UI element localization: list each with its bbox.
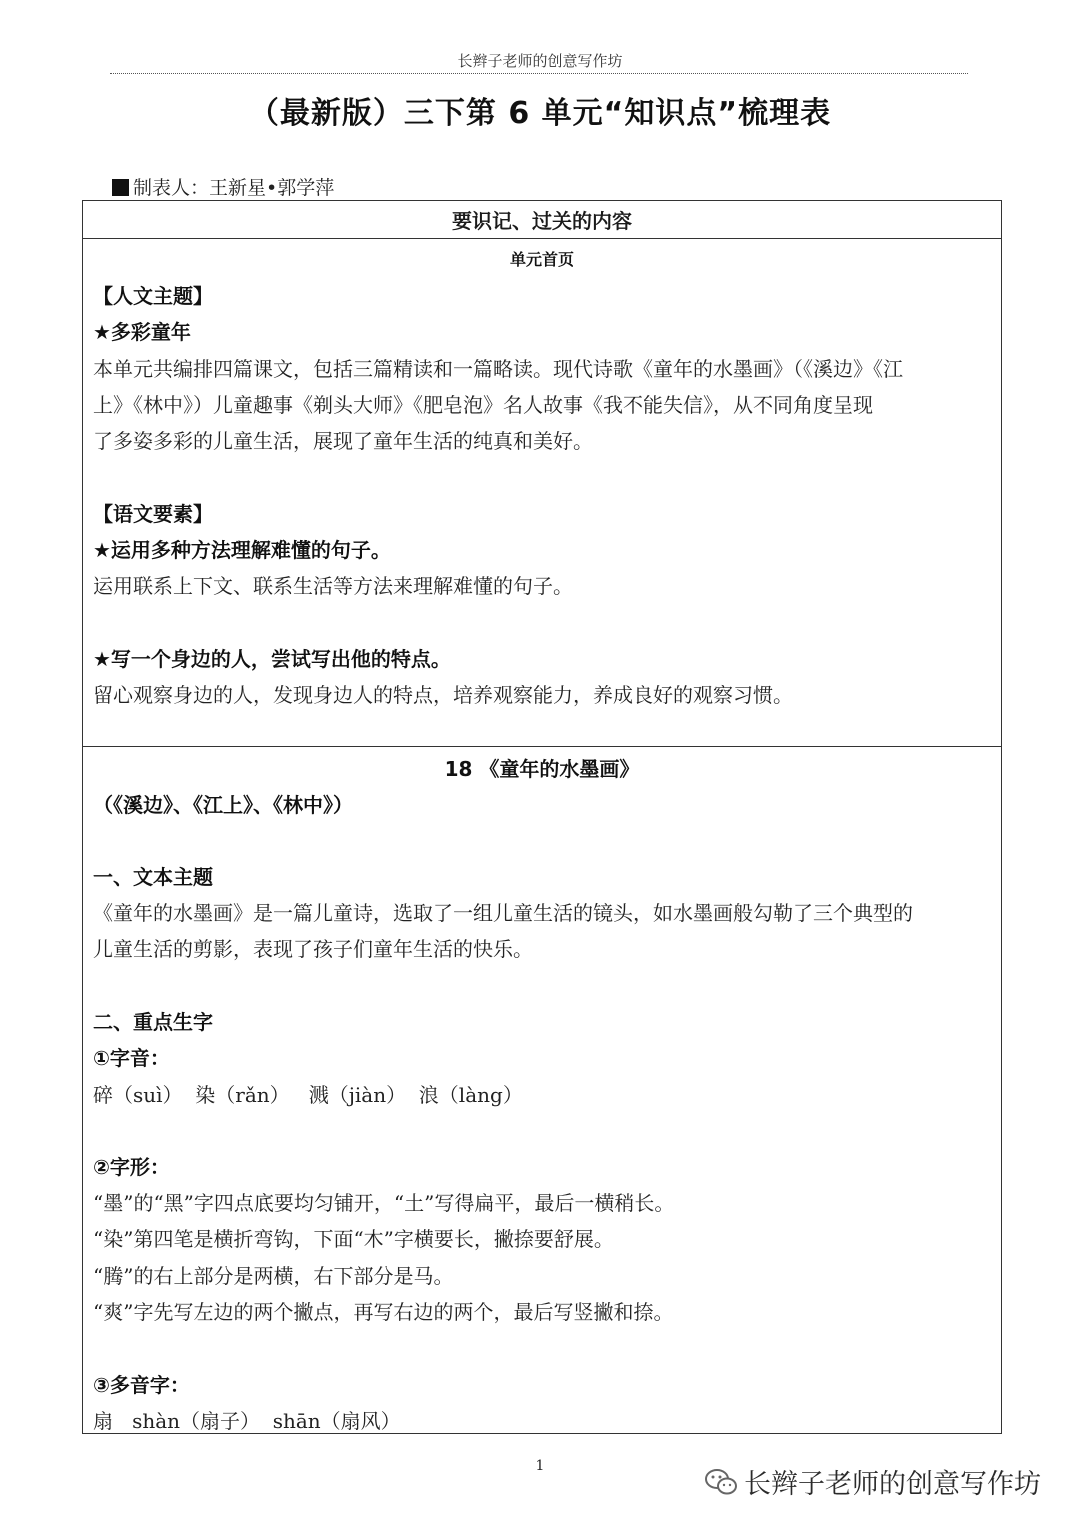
page-number: 1 — [535, 1458, 545, 1474]
theme-line: 上》《林中》）儿童趣事《剃头大师》《肥皂泡》名人故事《我不能失信》，从不同角度呈现 — [93, 393, 873, 417]
author-line — [112, 173, 334, 200]
author-text: 制表人：王新星•郭学萍 — [133, 177, 335, 199]
lesson18-subtitle: （《溪边》、《江上》、《林中》） — [93, 793, 353, 817]
page-header: 长辫子老师的创意写作坊 — [457, 52, 623, 70]
section-divider — [83, 746, 1001, 747]
elements-label: 【语文要素】 — [93, 502, 213, 526]
glyph-form-line: “爽”字先写左边的两个撇点，再写右边的两个，最后写竖撇和捺。 — [93, 1300, 674, 1324]
key-chars-title: 二、重点生字 — [93, 1010, 213, 1034]
element1-star: ★运用多种方法理解难懂的句子。 — [93, 538, 391, 562]
header-divider — [110, 73, 968, 74]
text-theme-title: 一、文本主题 — [93, 865, 213, 889]
element1-text: 运用联系上下文、联系生活等方法来理解难懂的句子。 — [93, 574, 573, 598]
text-theme-line: 《童年的水墨画》是一篇儿童诗，选取了一组儿童生活的镜头，如水墨画般勾勒了三个典型的 — [93, 901, 913, 925]
theme-line: 了多姿多彩的儿童生活，展现了童年生活的纯真和美好。 — [93, 429, 593, 453]
glyph-form-line: “腾”的右上部分是两横，右下部分是马。 — [93, 1264, 454, 1288]
square-bullet-icon — [112, 179, 129, 196]
wechat-icon — [704, 1467, 738, 1497]
watermark-text: 长辫子老师的创意写作坊 — [744, 1469, 1041, 1500]
lesson18-heading: 18 《童年的水墨画》 — [444, 757, 640, 781]
glyph-form-label: ②字形： — [93, 1155, 170, 1179]
theme-star: ★多彩童年 — [93, 320, 191, 344]
element2-star: ★写一个身边的人，尝试写出他的特点。 — [93, 647, 451, 671]
watermark — [704, 1462, 1041, 1501]
polyphone-label: ③多音字： — [93, 1373, 190, 1397]
unit-home-heading: 单元首页 — [509, 250, 574, 269]
pronunciation-label: ①字音： — [93, 1046, 170, 1070]
table-header: 要识记、过关的内容 — [83, 201, 1001, 239]
theme-label: 【人文主题】 — [93, 284, 213, 308]
element2-text: 留心观察身边的人，发现身边人的特点，培养观察能力，养成良好的观察习惯。 — [93, 683, 793, 707]
text-theme-line: 儿童生活的剪影，表现了孩子们童年生活的快乐。 — [93, 937, 533, 961]
glyph-form-line: “染”第四笔是横折弯钩，下面“木”字横要长，撇捺要舒展。 — [93, 1227, 614, 1251]
knowledge-table — [82, 200, 1002, 1434]
pronunciation-line: 碎（suì） 染（rǎn） 溅（jiàn） 浪（làng） — [93, 1083, 523, 1107]
glyph-form-line: “墨”的“黑”字四点底要均匀铺开，“土”写得扁平，最后一横稍长。 — [93, 1191, 675, 1215]
theme-line: 本单元共编排四篇课文，包括三篇精读和一篇略读。现代诗歌《童年的水墨画》（《溪边》《江 — [93, 357, 903, 381]
polyphone-line: 扇 shàn（扇子） shān（扇风） — [93, 1409, 401, 1433]
document-title: （最新版）三下第 6 单元“知识点”梳理表 — [248, 96, 832, 131]
